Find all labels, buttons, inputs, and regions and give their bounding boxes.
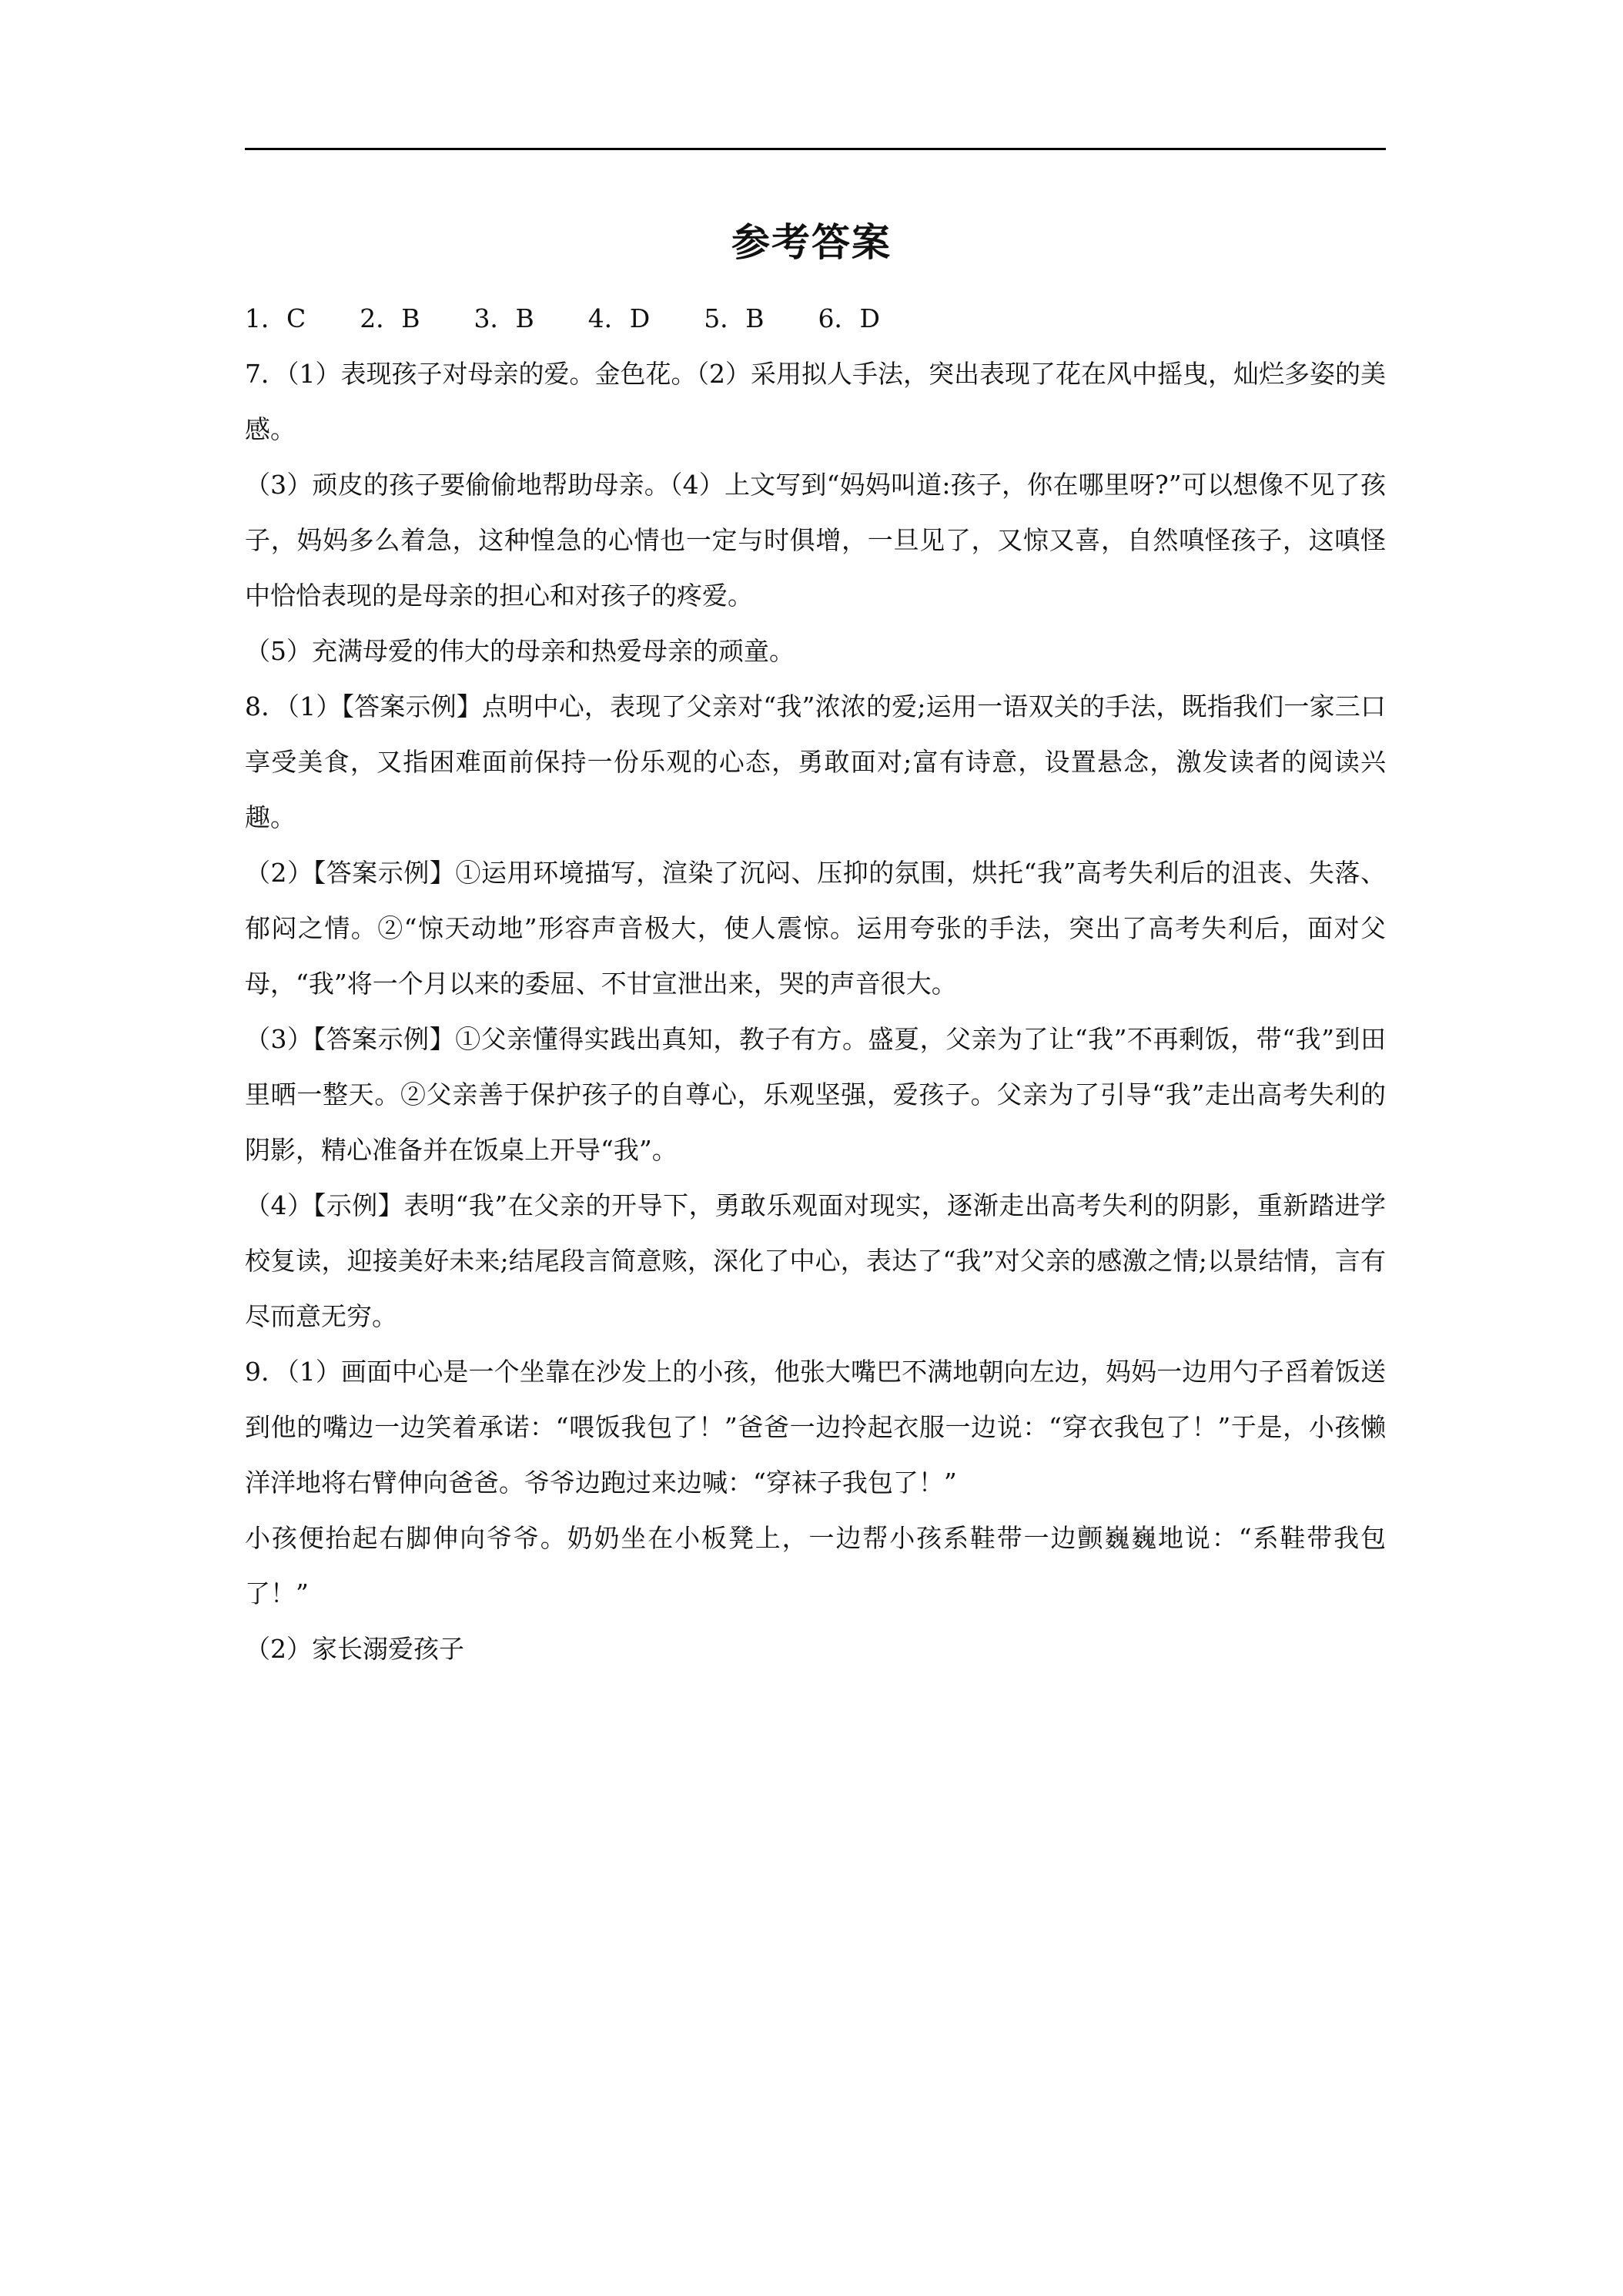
multiple-choice-answers [245,291,1386,346]
mc-answer-4: 4．D [587,303,651,333]
mc-answer-5: 5．B [704,303,765,333]
answer-paragraph-8-2: （2）【答案示例】①运用环境描写，渲染了沉闷、压抑的氛围，烘托“我”高考失利后的沮丧、失落、郁闷之情。②“惊天动地”形容声音极大，使人震惊。运用夸张的手法，突出了高考失利后，面对父母，“我”将一个月以来的委屈、不甘宣泄出来，哭的声音很大。 [245,858,1386,999]
mc-answer-3: 3．B [474,303,534,333]
answer-paragraph-8-1: 8．（1）【答案示例】点明中心，表现了父亲对“我”浓浓的爱;运用一语双关的手法，既指我们一家三口享受美食，又指困难面前保持一份乐观的心态，勇敢面对;富有诗意，设置悬念，激发读者的阅读兴趣。 [245,691,1386,832]
answer-body [245,291,1386,1677]
answer-paragraph-8-3: （3）【答案示例】①父亲懂得实践出真知，教子有方。盛夏，父亲为了让“我”不再剩饭，带“我”到田里晒一整天。②父亲善于保护孩子的自尊心，乐观坚强，爱孩子。父亲为了引导“我”走出高考失利的阴影，精心准备并在饭桌上开导“我”。 [245,1024,1386,1165]
mc-answer-6: 6．D [818,303,880,333]
page-title: 参考答案 [731,220,892,265]
mc-answer-1: 1．C [245,303,306,333]
answer-paragraph-8-4: （4）【示例】表明“我”在父亲的开导下，勇敢乐观面对现实，逐渐走出高考失利的阴影，重新踏进学校复读，迎接美好未来;结尾段言简意赅，深化了中心，表达了“我”对父亲的感激之情;以景结情，言有尽而意无穷。 [245,1190,1386,1331]
header-rule [245,148,1386,150]
answer-paragraph-7-5: （5）充满母爱的伟大的母亲和热爱母亲的顽童。 [245,636,795,666]
answer-paragraph-9-1: 9．（1）画面中心是一个坐靠在沙发上的小孩，他张大嘴巴不满地朝向左边，妈妈一边用勺子舀着饭送到他的嘴边一边笑着承诺：“喂饭我包了！”爸爸一边拎起衣服一边说：“穿衣我包了！”于是，小孩懒洋洋地将右臂伸向爸爸。爷爷边跑过来边喊：“穿袜子我包了！” 小孩便抬起右脚伸向爷爷。奶奶坐在小板凳上，一边帮小孩系鞋带一边颤巍巍地说：“系鞋带我包了！” [245,1357,1386,1608]
answer-paragraph-7-3: （3）顽皮的孩子要偷偷地帮助母亲。（4）上文写到“妈妈叫道:孩子，你在哪里呀?”可以想像不见了孩子，妈妈多么着急，这种惶急的心情也一定与时俱增，一旦见了，又惊又喜，自然嗔怪孩子，这嗔怪中恰恰表现的是母亲的担心和对孩子的疼爱。 [245,470,1386,611]
answer-paragraph-9-2: （2）家长溺爱孩子 [245,1634,464,1664]
mc-answer-2: 2．B [360,303,420,333]
answer-paragraph-7-1: 7．（1）表现孩子对母亲的爱。金色花。（2）采用拟人手法，突出表现了花在风中摇曳，灿烂多姿的美感。 [245,359,1386,444]
